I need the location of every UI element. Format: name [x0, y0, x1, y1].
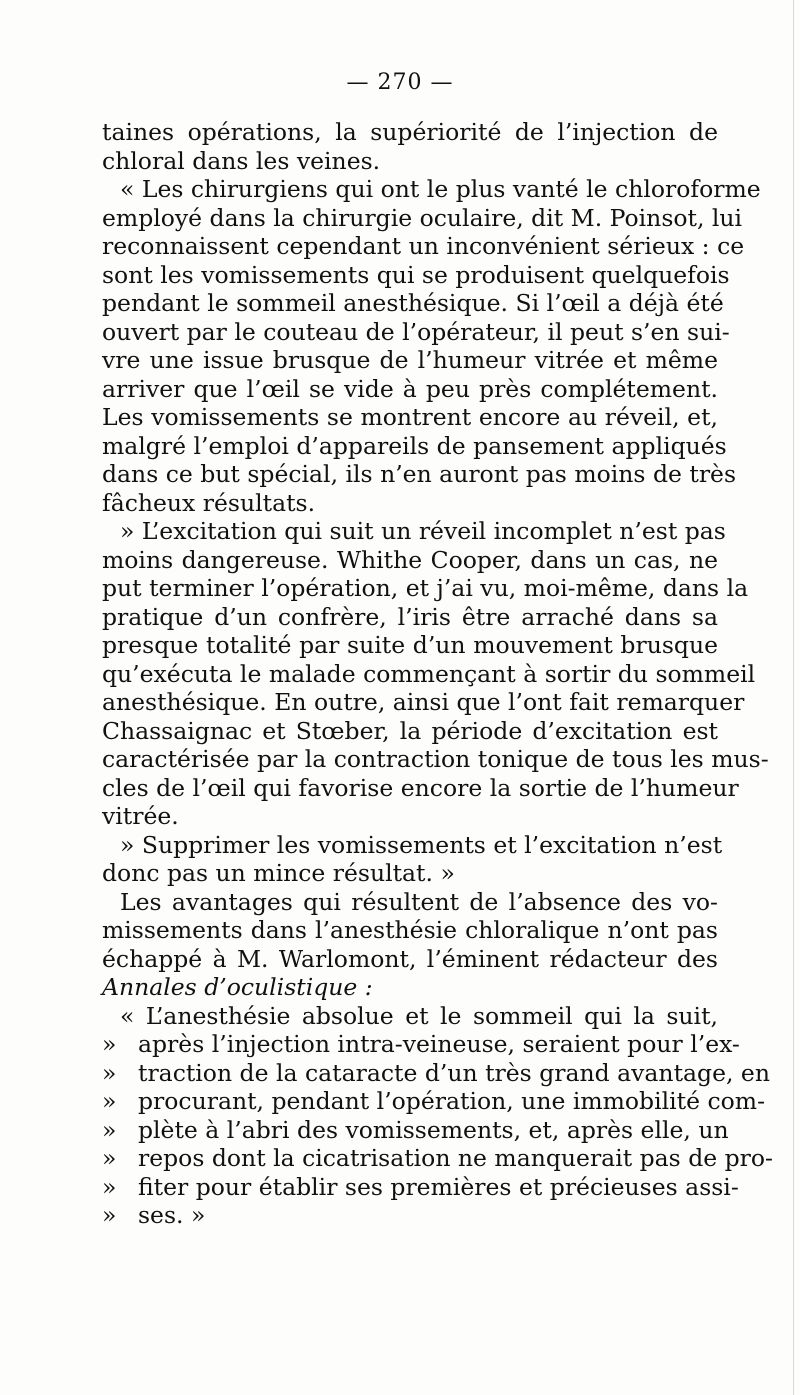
text-line-15: » L’excitation qui suit un réveil incomplet n’est pas	[120, 517, 726, 545]
text-line-26: » Supprimer les vomissements et l’excitation n’est	[120, 830, 723, 859]
quote-mark: »	[102, 1115, 117, 1144]
quote-line-39	[102, 1201, 718, 1230]
quote-text: traction de la cataracte d’un très grand avantage, en	[138, 1058, 770, 1087]
quote-mark: »	[102, 1030, 117, 1058]
text-line-3: « Les chirurgiens qui ont le plus vanté le chloroforme	[120, 175, 761, 203]
text-line-7: pendant le sommeil anesthésique. Si l’œil a déjà été	[102, 289, 724, 317]
text-line-14: fâcheux résultats.	[102, 488, 316, 517]
quote-line-36	[102, 1115, 729, 1145]
body-text	[102, 118, 773, 1230]
text-line-21: anesthésique. En outre, ainsi que l’ont fait remarquer	[102, 688, 745, 716]
text-line-27: donc pas un mince résultat. »	[102, 859, 455, 887]
text-line-23: caractérisée par la contraction tonique de tous les mus-	[102, 745, 769, 773]
text-line-6: sont les vomissements qui se produisent quelquefois	[102, 260, 730, 289]
text-line-24: cles de l’œil qui favorise encore la sortie de l’humeur	[102, 773, 739, 802]
quote-text: après l’injection intra-veineuse, seraient pour l’ex-	[138, 1030, 740, 1058]
quote-mark: »	[102, 1172, 117, 1201]
text-line-9: vre une issue brusque de l’humeur vitrée et même	[102, 346, 718, 374]
text-line-13: dans ce but spécial, ils n’en auront pas moins de très	[102, 460, 737, 488]
text-line-20: qu’exécuta le malade commençant à sortir du sommeil	[102, 659, 756, 688]
quote-text: fiter pour établir ses premières et précieuses assi-	[138, 1172, 739, 1201]
quote-mark: »	[102, 1058, 117, 1087]
text-line-28: Les avantages qui résultent de l’absence des vo-	[120, 887, 718, 916]
text-line-5: reconnaissent cependant un inconvénient sérieux : ce	[102, 232, 745, 260]
text-line-18: pratique d’un confrère, l’iris être arraché dans sa	[102, 602, 718, 631]
text-line-1: taines opérations, la supériorité de l’injection de	[102, 118, 718, 146]
text-line-30: échappé à M. Warlomont, l’éminent rédacteur des	[102, 944, 718, 973]
quote-text: ses. »	[138, 1201, 206, 1229]
quote-line-37	[102, 1144, 773, 1173]
text-line-2: chloral dans les veines.	[102, 146, 381, 175]
quote-mark: »	[102, 1144, 117, 1172]
text-line-8: ouvert par le couteau de l’opérateur, il peut s’en sui-	[102, 317, 730, 346]
quote-text: plète à l’abri des vomissements, et, après elle, un	[138, 1115, 729, 1144]
page-edge-line	[793, 0, 794, 1395]
quote-text: procurant, pendant l’opération, une immobilité com-	[138, 1087, 766, 1115]
text-line-25: vitrée.	[102, 802, 179, 830]
text-line-22: Chassaignac et Stœber, la période d’excitation est	[102, 716, 718, 745]
text-line-4: employé dans la chirurgie oculaire, dit M. Poinsot, lui	[102, 203, 743, 232]
text-line-11: Les vomissements se montrent encore au réveil, et,	[102, 403, 718, 431]
text-line-12: malgré l’emploi d’appareils de pansement appliqués	[102, 431, 727, 460]
text-line-29: missements dans l’anesthésie chloralique n’ont pas	[102, 916, 718, 944]
text-line-10: arriver que l’œil se vide à peu près complétement.	[102, 374, 718, 403]
page-number: — 270 —	[346, 70, 454, 95]
quote-line-38	[102, 1172, 739, 1202]
text-line-16: moins dangereuse. Whithe Cooper, dans un cas, ne	[102, 545, 718, 574]
text-line-17: put terminer l’opération, et j’ai vu, moi-même, dans la	[102, 574, 749, 602]
quote-text: repos dont la cicatrisation ne manquerait pas de pro-	[138, 1144, 773, 1172]
quote-line-34	[102, 1058, 770, 1088]
text-line-31-journal-title: Annales d’oculistique :	[102, 973, 373, 1001]
quote-line-35	[102, 1087, 766, 1116]
text-line-32: « L’anesthésie absolue et le sommeil qui la suit,	[120, 1001, 718, 1030]
quote-line-33	[102, 1030, 740, 1059]
quote-mark: »	[102, 1201, 117, 1229]
quote-mark: »	[102, 1087, 117, 1115]
text-line-19: presque totalité par suite d’un mouvement brusque	[102, 631, 718, 659]
